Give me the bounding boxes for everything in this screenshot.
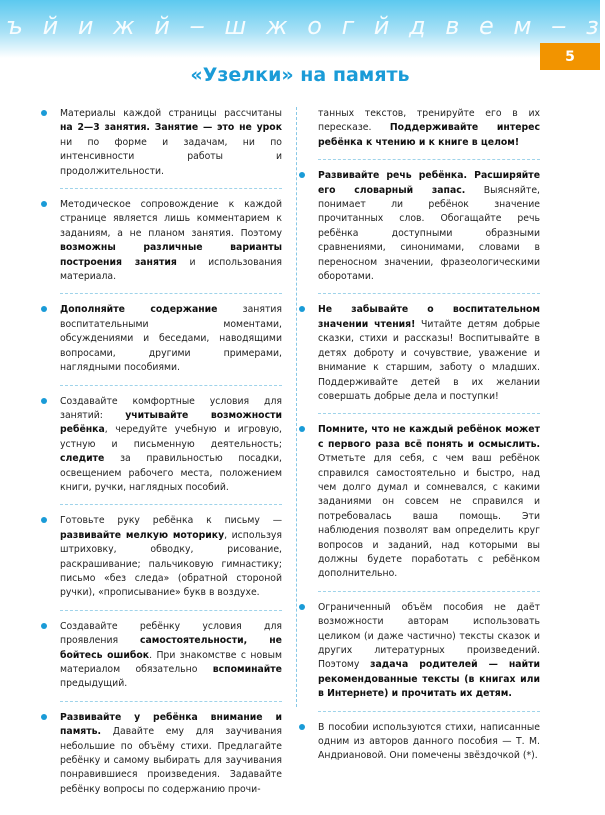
left-column <box>60 107 282 815</box>
tip-item <box>318 423 540 591</box>
tip-text: танных текстов, тренируйте его в их пересказе. Поддерживайте интерес ребёнка к чтению и к книге в целом! <box>318 108 540 148</box>
bullet-icon <box>299 604 305 610</box>
bold-text: Помните, что не каждый ребёнок может с первого раза всё понять и осмыслить. <box>318 424 540 450</box>
bold-text: самостоятельности, не бойтесь ошибок <box>60 635 282 661</box>
header-banner <box>0 0 605 58</box>
bullet-icon <box>41 623 47 629</box>
bullet-icon <box>299 306 305 312</box>
tip-item <box>318 601 540 712</box>
tip-text: Не забывайте о воспитательном значении чтения! Читайте детям добрые сказки, стихи и рассказы! Воспитывайте в детях доброту и сочувствие, уважение и внимание к старшим, заботу о младших. Поддерживайте детей в их желании совершать добрые дела и поступки! <box>318 304 540 402</box>
tip-item <box>60 395 282 506</box>
tip-continuation <box>318 107 540 160</box>
bold-text: следите <box>60 453 105 465</box>
tip-item <box>60 514 282 610</box>
tip-text: Материалы каждой страницы рассчитаны на 2—3 занятия. Занятие — это не урок ни по форме и задачам, ни по интенсивности работы и продолжительности. <box>60 108 282 177</box>
bold-text: Развивайте у ребёнка внимание и память. <box>60 711 282 738</box>
tip-item <box>60 711 282 806</box>
tip-text: Ограниченный объём пособия не даёт возможности авторам использовать целиком (и даже частично) тексты сказок и других литературных произведений. Поэтому задача родителей — найти рекомендованные тексты (в книгах или в Интернете) и прочитать их детям. <box>318 601 540 700</box>
bold-text: задача родителей — найти рекомендованные тексты (в книгах или в Интернете) и прочитать их детям. <box>318 659 540 700</box>
tip-item <box>318 169 540 294</box>
bullet-icon <box>41 714 47 720</box>
bold-text: Не забывайте о воспитательном значении чтения! <box>318 304 540 330</box>
bold-text: Дополняйте содержание <box>60 304 218 316</box>
tip-item <box>60 198 282 294</box>
page-number: 5 <box>540 43 600 70</box>
bullet-icon <box>41 398 47 404</box>
bullet-icon <box>41 306 47 312</box>
bold-text: развивайте мелкую моторику <box>60 529 225 541</box>
tip-item <box>60 107 282 189</box>
tip-item <box>318 721 540 773</box>
tip-text: Создавайте ребёнку условия для проявления самостоятельности, не бойтесь ошибок. При знакомстве с новым материалом обязательно вспоминайте предыдущий. <box>60 620 282 690</box>
bullet-icon <box>41 201 47 207</box>
bullet-icon <box>41 517 47 523</box>
bold-text: учитывайте возможности ребёнка <box>60 409 282 436</box>
tip-text: Дополняйте содержание занятия воспитательными моментами, обсуждениями и беседами, наводящими вопросами, другими примерами, наглядными пособиями. <box>60 304 282 374</box>
bold-text: на 2—3 занятия. Занятие — это не урок <box>60 122 282 134</box>
tip-text: Методическое сопровождение к каждой странице является лишь комментарием к заданиям, а не планом занятия. Поэтому возможны различные варианты построения занятия и использования материала. <box>60 199 282 283</box>
tip-text: Развивайте речь ребёнка. Расширяйте его словарный запас. Выясняйте, понимает ли ребёнок значение прочитанных слов. Обогащайте речь ребёнка доступными образными сравнениями, синонимами, словами в переносном значении, фразеологическими оборотами. <box>318 170 540 283</box>
right-column <box>318 107 540 782</box>
tip-text: Создавайте комфортные условия для занятий: учитывайте возможности ребёнка, чередуйте учебную и игровую, устную и письменную деятельность; следите за правильностью посадки, освещением рабочего места, положением книги, ручки, наглядных пособий. <box>60 395 282 493</box>
bullet-icon <box>41 110 47 116</box>
page-title: «Узелки» на память <box>190 64 410 86</box>
tip-item <box>318 303 540 414</box>
tip-item <box>60 303 282 385</box>
bold-text: Поддерживайте интерес ребёнка к чтению и к книге в целом! <box>318 122 540 148</box>
bullet-icon <box>299 172 305 178</box>
bold-text: возможны различные варианты построения занятия <box>60 242 282 268</box>
column-divider <box>296 107 297 707</box>
bold-text: Развивайте речь ребёнка. Расширяйте его словарный запас. <box>318 170 540 196</box>
tip-text: Развивайте у ребёнка внимание и память. Давайте ему для заучивания небольшие по объёму стихи. Предлагайте ребёнку и самому выбирать для заучивания понравившиеся произведения. Задавайте ребёнку вопросы по содержанию прочи- <box>60 711 282 795</box>
tip-text: В пособии используются стихи, написанные одним из авторов данного пособия — Т. М. Андриановой. Они помечены звёздочкой (*). <box>318 721 540 762</box>
tip-text: Готовьте руку ребёнка к письму — развивайте мелкую моторику, используя штриховку, обводку, рисование, раскрашивание; пальчиковую гимнастику; письмо «без следа» (обратной стороной ручки), «прописывание» букв в воздухе. <box>60 515 282 599</box>
banner-decorative-letters: ъ й и ж й ‒ ш ж о г й д в е м ‒ з <box>6 12 605 40</box>
tip-text: Помните, что не каждый ребёнок может с первого раза всё понять и осмыслить. Отметьте для себя, с чем ваш ребёнок справился самостоятельно и быстро, над чем долго думал и сомневался, с какими заданиями он совсем не справился и потребовалась ваша помощь. Эти наблюдения позволят вам определить круг вопросов и заданий, над которыми вы должны будете поработать с ребёнком дополнительно. <box>318 424 540 580</box>
bullet-icon <box>299 724 305 730</box>
tip-item <box>60 620 282 702</box>
bold-text: вспоминайте <box>212 664 282 675</box>
bullet-icon <box>299 426 305 432</box>
